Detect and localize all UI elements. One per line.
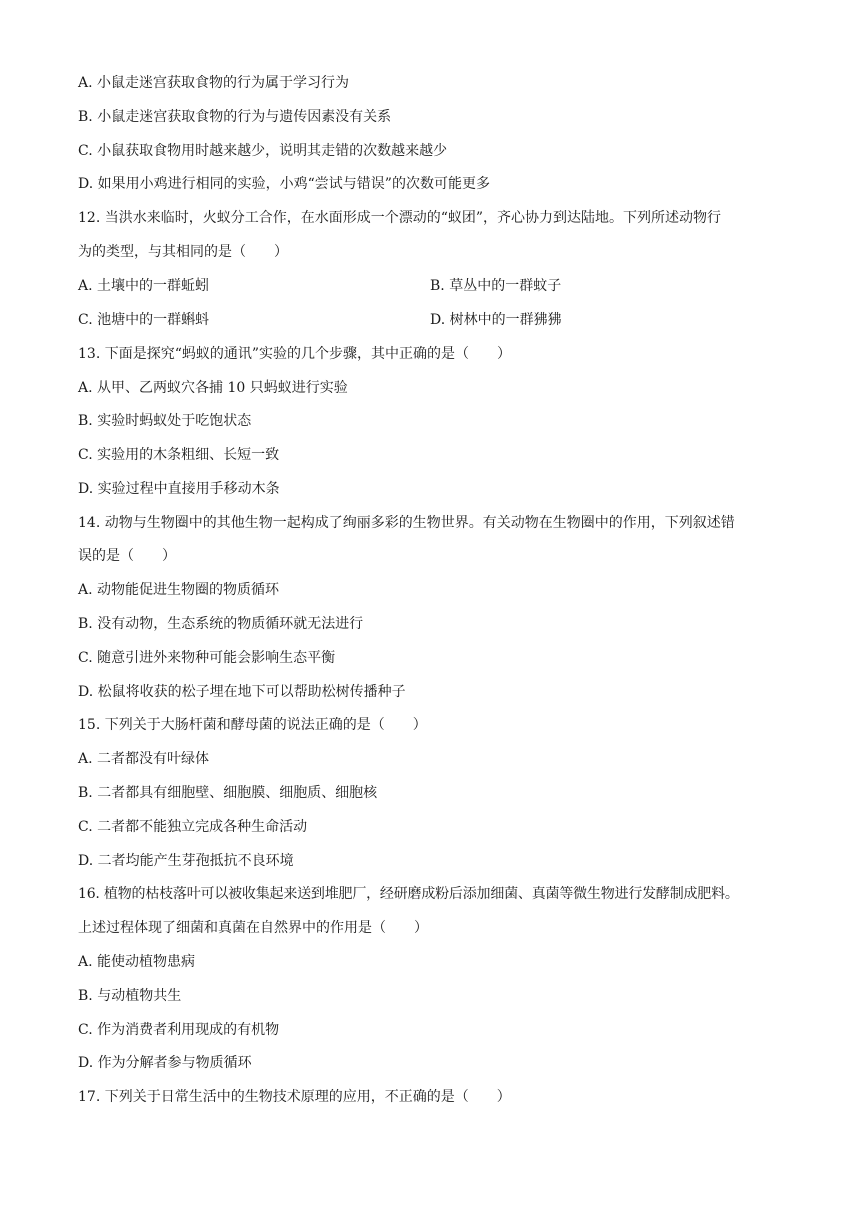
q12-option-a: A. 土壤中的一群蚯蚓 xyxy=(78,278,210,294)
q13-option-b: B. 实验时蚂蚁处于吃饱状态 xyxy=(78,413,252,429)
q16-option-d: D. 作为分解者参与物质循环 xyxy=(78,1055,252,1071)
q15-option-b: B. 二者都具有细胞壁、细胞膜、细胞质、细胞核 xyxy=(78,785,378,801)
q11-option-c: C. 小鼠获取食物用时越来越少，说明其走错的次数越来越少 xyxy=(78,143,448,159)
q16-option-b: B. 与动植物共生 xyxy=(78,988,182,1004)
q12-stem-line2: 为的类型，与其相同的是（ ） xyxy=(78,244,288,260)
q14-option-a: A. 动物能促进生物圈的物质循环 xyxy=(78,582,280,598)
q15-option-d: D. 二者均能产生芽孢抵抗不良环境 xyxy=(78,853,294,869)
q12-option-c: C. 池塘中的一群蝌蚪 xyxy=(78,312,210,328)
q13-option-c: C. 实验用的木条粗细、长短一致 xyxy=(78,447,280,463)
q15-stem: 15. 下列关于大肠杆菌和酵母菌的说法正确的是（ ） xyxy=(78,717,427,733)
q12-stem-line1: 12. 当洪水来临时，火蚁分工合作，在水面形成一个漂动的“蚁团”，齐心协力到达陆地。下列所述动物行 xyxy=(78,210,722,226)
q12-option-b: B. 草丛中的一群蚊子 xyxy=(430,278,562,294)
q14-option-b: B. 没有动物，生态系统的物质循环就无法进行 xyxy=(78,616,364,632)
q14-option-d: D. 松鼠将收获的松子埋在地下可以帮助松树传播种子 xyxy=(78,684,406,700)
q11-option-d: D. 如果用小鸡进行相同的实验，小鸡“尝试与错误”的次数可能更多 xyxy=(78,176,490,192)
q15-option-c: C. 二者都不能独立完成各种生命活动 xyxy=(78,819,308,835)
q16-option-c: C. 作为消费者利用现成的有机物 xyxy=(78,1022,280,1038)
q12-option-d: D. 树林中的一群狒狒 xyxy=(430,312,562,328)
q15-option-a: A. 二者都没有叶绿体 xyxy=(78,751,210,767)
q14-option-c: C. 随意引进外来物种可能会影响生态平衡 xyxy=(78,650,336,666)
q16-stem-line1: 16. 植物的枯枝落叶可以被收集起来送到堆肥厂，经研磨成粉后添加细菌、真菌等微生物进行发酵制成肥料。 xyxy=(78,886,739,902)
q11-option-b: B. 小鼠走迷宫获取食物的行为与遗传因素没有关系 xyxy=(78,109,392,125)
q11-option-a: A. 小鼠走迷宫获取食物的行为属于学习行为 xyxy=(78,75,350,91)
q13-option-d: D. 实验过程中直接用手移动木条 xyxy=(78,481,280,497)
q16-option-a: A. 能使动植物患病 xyxy=(78,954,196,970)
q16-stem-line2: 上述过程体现了细菌和真菌在自然界中的作用是（ ） xyxy=(78,920,428,936)
q14-stem-line2: 误的是（ ） xyxy=(78,548,176,564)
q14-stem-line1: 14. 动物与生物圈中的其他生物一起构成了绚丽多彩的生物世界。有关动物在生物圈中的作用，下列叙述错 xyxy=(78,515,735,531)
q13-stem: 13. 下面是探究“蚂蚁的通讯”实验的几个步骤，其中正确的是（ ） xyxy=(78,346,512,362)
q17-stem: 17. 下列关于日常生活中的生物技术原理的应用，不正确的是（ ） xyxy=(78,1089,511,1105)
q13-option-a: A. 从甲、乙两蚁穴各捕 10 只蚂蚁进行实验 xyxy=(78,380,348,396)
